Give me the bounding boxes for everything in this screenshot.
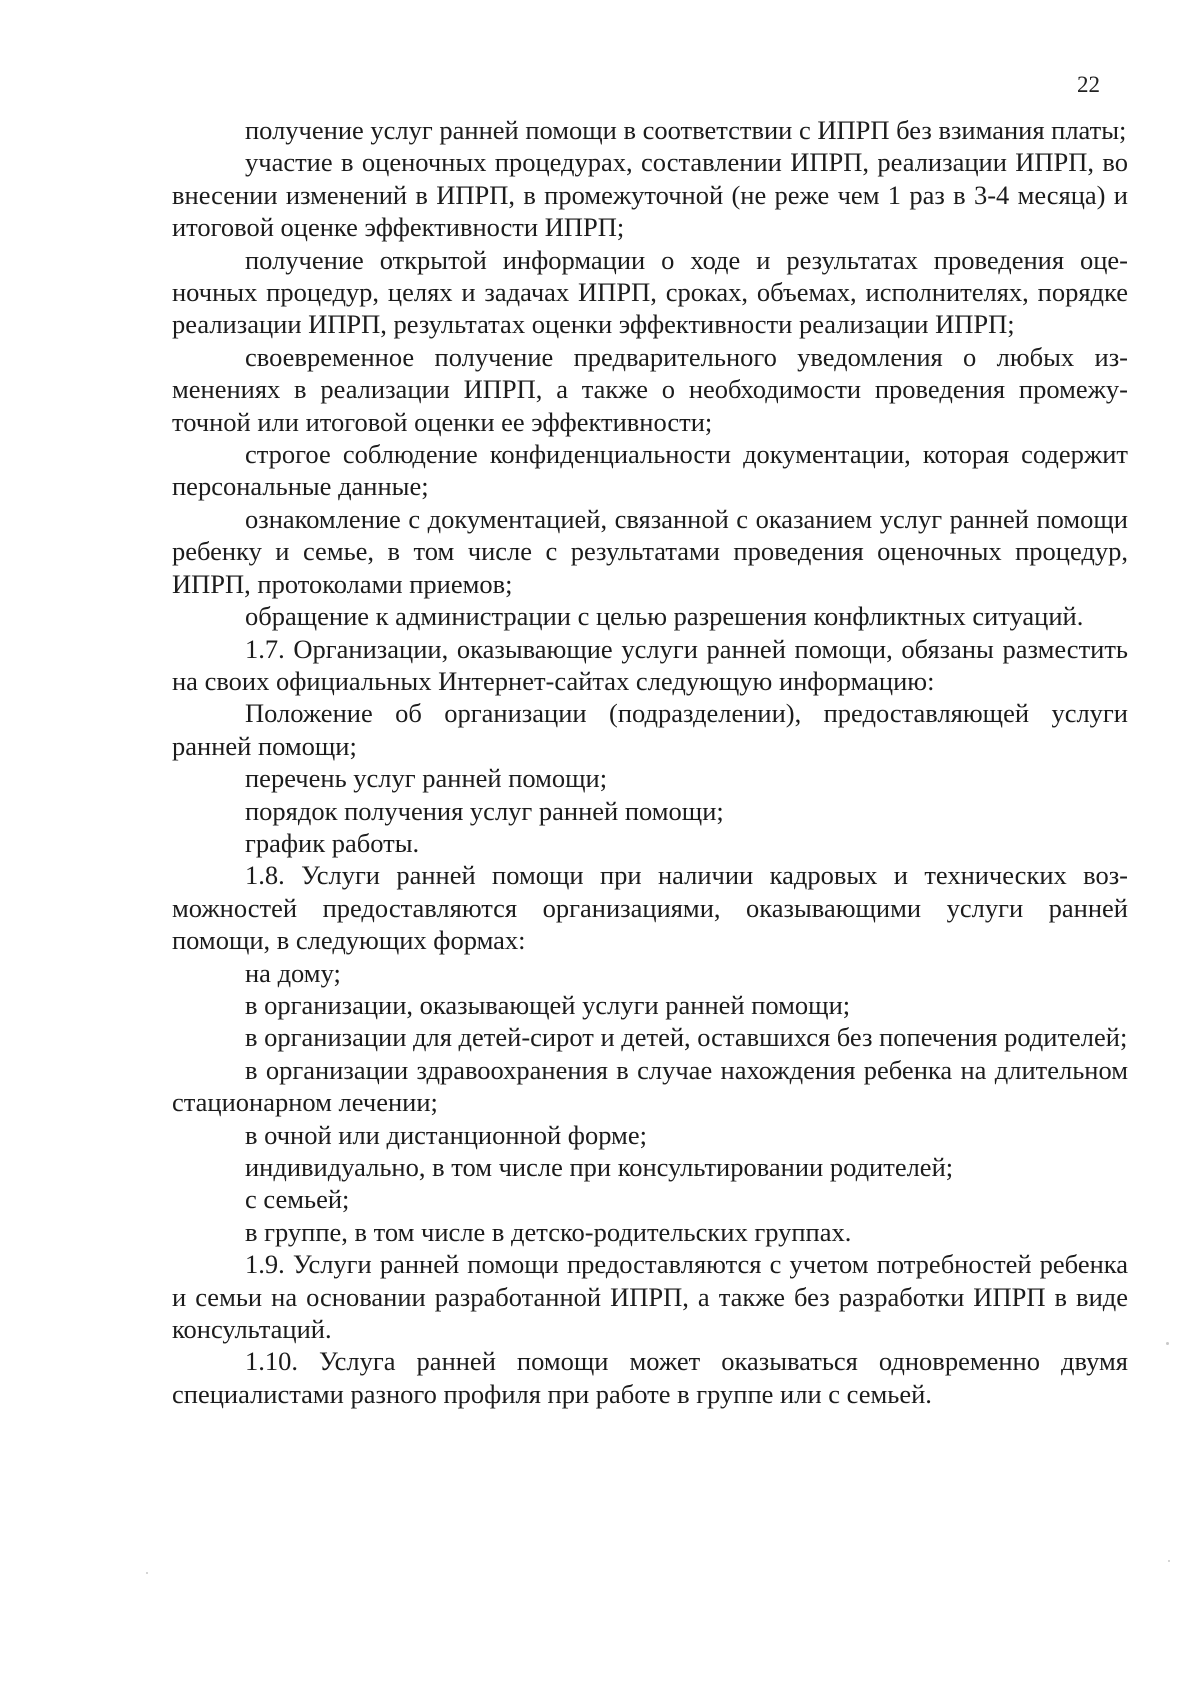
paragraph: получение открытой информации о ходе и результатах проведения оценочных процедур, целях и задачах ИПРП, сроках, объемах, исполнителях, порядке реализации ИПРП, результатах оценки эффективности реализации ИПРП; — [172, 244, 1128, 340]
paragraph: обращение к администрации с целью разрешения конфликтных ситуаций. — [245, 601, 1084, 632]
paragraph: график работы. — [245, 827, 420, 858]
paragraph: строгое соблюдение конфиденциальности документации, которая содержит персональные данные; — [172, 439, 1128, 502]
paragraph: своевременное получение предварительного уведомления о любых изменениях в реализации ИПРП, а также о необходимости проведения промежуточной или итоговой оценки ее эффективности; — [172, 341, 1128, 437]
paragraph: в группе, в том числе в детско-родительских группах. — [245, 1216, 852, 1247]
paragraph: в организации для детей-сирот и детей, оставшихся без попечения родителей; — [245, 1022, 1128, 1053]
document-body — [172, 114, 1128, 1410]
scan-speck — [1168, 1560, 1170, 1562]
paragraph: Положение об организации (подразделении), предоставляющей услуги ранней помощи; — [172, 698, 1128, 761]
paragraph: участие в оценочных процедурах, составлении ИПРП, реализации ИПРП, во внесении изменений в ИПРП, в промежуточной (не реже чем 1 раз в 3-4 месяца) и итоговой оценке эффективности ИПРП; — [172, 147, 1128, 243]
paragraph: 1.7. Организации, оказывающие услуги ранней помощи, обязаны разместить на своих официальных Интернет-сайтах следующую информацию: — [172, 633, 1128, 696]
paragraph: в очной или дистанционной форме; — [245, 1119, 647, 1150]
scan-speck — [1166, 1342, 1169, 1345]
paragraph: порядок получения услуг ранней помощи; — [245, 795, 724, 826]
paragraph: индивидуально, в том числе при консультировании родителей; — [245, 1152, 954, 1182]
paragraph: на дому; — [245, 957, 341, 988]
paragraph: 1.8. Услуги ранней помощи при наличии кадровых и технических возможностей предоставляются организациями, оказывающими услуги ранней помощи, в следующих формах: — [172, 860, 1128, 956]
paragraph: в организации здравоохранения в случае нахождения ребенка на длительном стационарном лечении; — [172, 1054, 1128, 1118]
paragraph: 1.9. Услуги ранней помощи предоставляются с учетом потребностей ребенка и семьи на основании разработанной ИПРП, а также без разработки ИПРП в виде консультаций. — [172, 1249, 1128, 1345]
page-number: 22 — [1077, 72, 1100, 97]
paragraph: в организации, оказывающей услуги ранней помощи; — [245, 989, 851, 1020]
paragraph: ознакомление с документацией, связанной с оказанием услуг ранней помощи ребенку и семье, в том числе с результатами проведения оценочных процедур, ИПРП, протоколами приемов; — [172, 503, 1128, 599]
scan-speck — [146, 1572, 148, 1574]
paragraph: с семьей; — [245, 1184, 350, 1215]
paragraph: 1.10. Услуга ранней помощи может оказываться одновременно двумя специалистами разного профиля при работе в группе или с семьей. — [172, 1346, 1128, 1409]
paragraph: получение услуг ранней помощи в соответствии с ИПРП без взимания платы; — [245, 115, 1127, 145]
paragraph: перечень услуг ранней помощи; — [245, 763, 608, 794]
